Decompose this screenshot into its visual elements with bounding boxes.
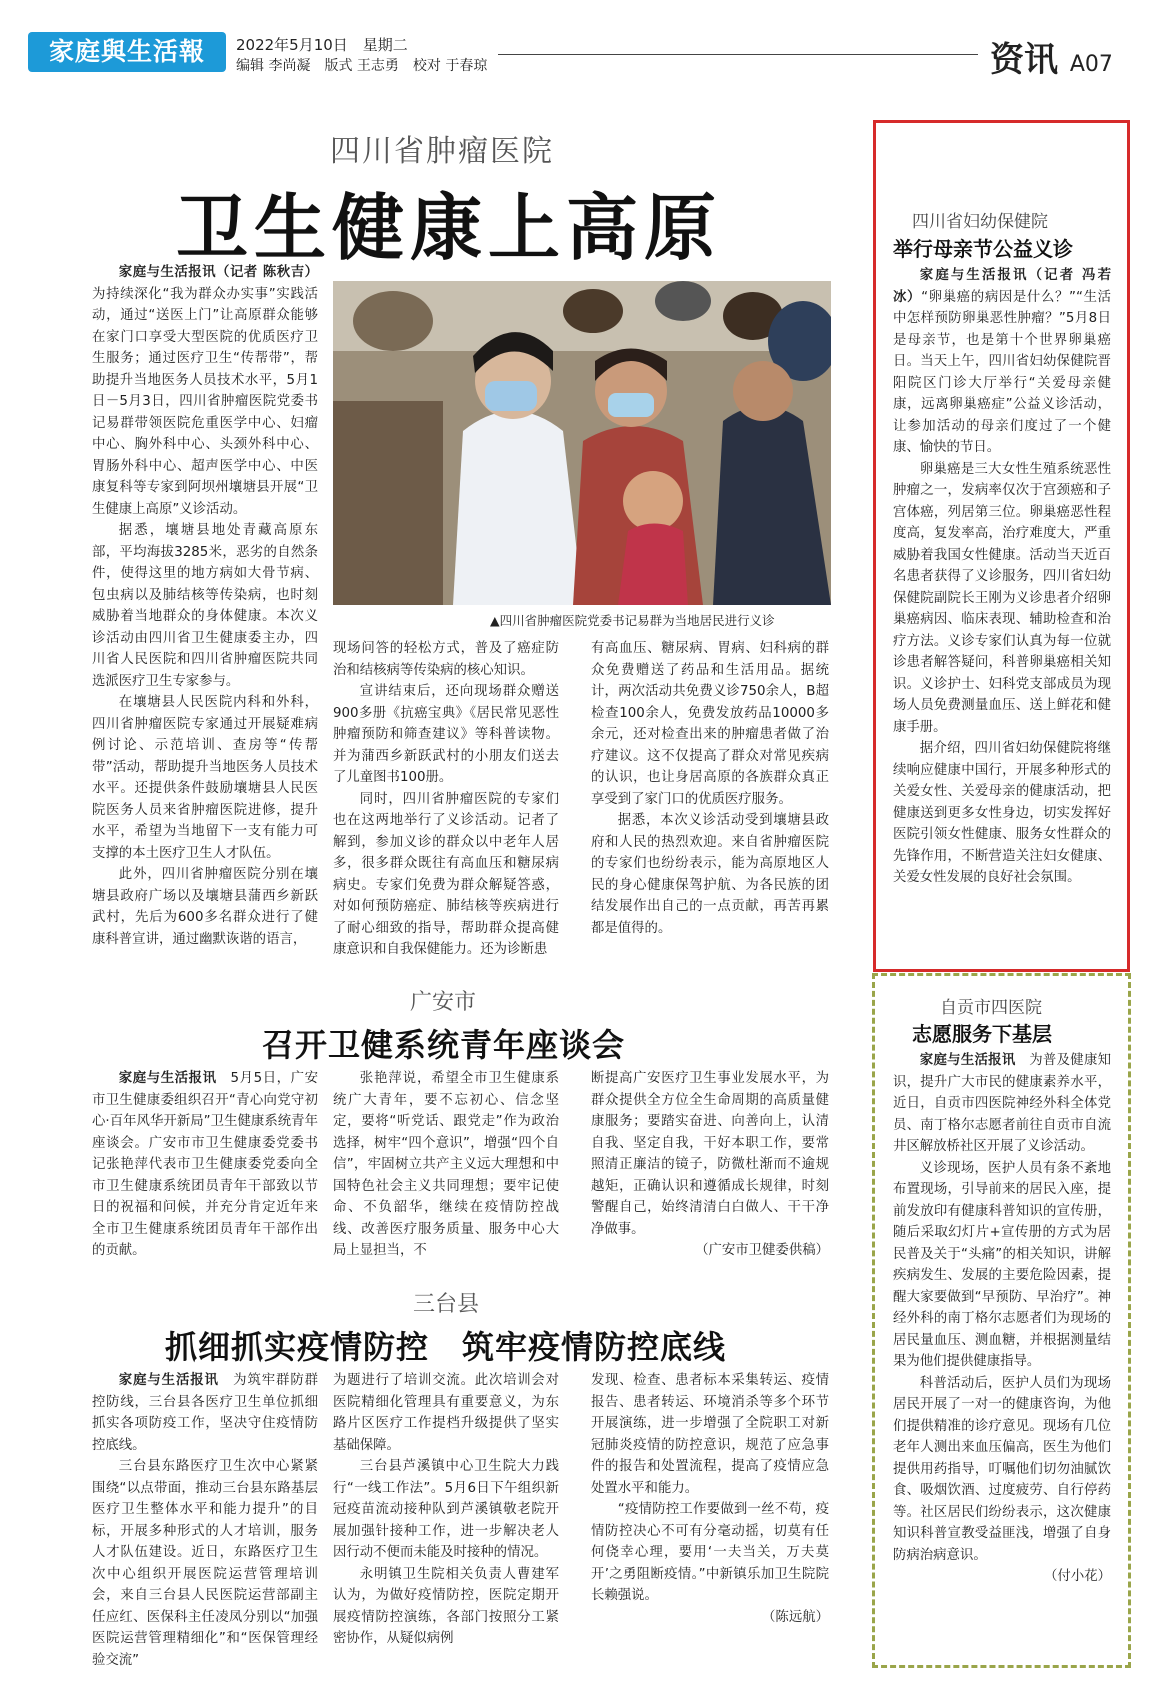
box2-text: 为普及健康知识，提升广大市民的健康素养水平，近日，自贡市四医院神经外科全体党员、南丁格尔志愿者前往自贡市自流井区解放桥社区开展了义诊活动。 — [893, 1053, 1112, 1154]
story3-kicker: 三台县 — [413, 1292, 480, 1317]
story2-paragraph: 张艳萍说，希望全市卫生健康系统广大青年，要不忘初心、信念坚定，要将“听党话、跟党走”作为政治选择，树牢“四个意识”，增强“四个自信”，牢固树立共产主义远大理想和中国特色社会主义共同理想；要牢记使命、不负韶华，继续在疫情防控战线、改善医疗服务质量、服务中心大局上显担当，不 — [333, 1071, 559, 1258]
section-label — [990, 32, 1113, 81]
story3-paragraph — [92, 1370, 318, 1456]
header-rule — [498, 54, 978, 55]
box1-paragraph: 卵巢癌是三大女性生殖系统恶性肿瘤之一，发病率仅次于宫颈癌和子宫体癌，列居第三位。卵巢癌恶性程度高，复发率高，治疗难度大，严重威胁着我国女性健康。活动当天近百名患者获得了义诊服务，四川省妇幼保健院副院长王刚为义诊患者介绍卵巢癌病因、临床表现、辅助检查和治疗方法。义诊专家们认真为每一位就诊患者解答疑问，科普卵巢癌相关知识。义诊护士、妇科党支部成员为现场人员免费测量血压、送上鲜花和健康手册。 — [893, 461, 1111, 735]
box2-credit: （付小花） — [1044, 1569, 1111, 1584]
story1-paragraph: 有高血压、糖尿病、胃病、妇科病的群众免费赠送了药品和生活用品。据统计，两次活动共免费义诊750余人，B超检查100余人，免费发放药品10000多余元，还对检查出来的肿瘤患者做了治疗建议。这不仅提高了群众对常见疾病的认识，也让身居高原的各族群众真正享受到了家门口的优质医疗服务。 — [591, 641, 829, 807]
photo-illustration — [333, 281, 831, 605]
story1-paragraph: 现场问答的轻松方式，普及了癌症防治和结核病等传染病的核心知识。 — [333, 641, 559, 678]
story1-kicker: 四川省肿瘤医院 — [330, 134, 554, 169]
story1-paragraph — [92, 262, 318, 520]
box1-paragraph — [893, 265, 1111, 459]
story1-paragraph: 在壤塘县人民医院内科和外科，四川省肿瘤医院专家通过开展疑难病例讨论、示范培训、查房等“传帮带”活动，帮助提升当地医务人员技术水平。还提供条件鼓励壤塘县人民医院医务人员来省肿瘤医院进修，提升水平，希望为当地留下一支有能力可支撑的本土医疗卫生人才队伍。 — [92, 695, 318, 861]
story3-credit: （陈远航） — [762, 1609, 829, 1625]
story3-paragraph: 为题进行了培训交流。此次培训会对医院精细化管理具有重要意义，为东路片区医疗工作提档升级提供了坚实基础保障。 — [333, 1373, 559, 1453]
story1-headline: 卫生健康上高原 — [176, 185, 723, 270]
story3-paragraph: 永明镇卫生院相关负责人曹建军认为，为做好疫情防控，医院定期开展疫情防控演练，各部门按照分工紧密协作，从疑似病例 — [333, 1566, 559, 1646]
story3-column-2 — [333, 1370, 559, 1650]
story2-headline: 召开卫健系统青年座谈会 — [262, 1026, 626, 1064]
story1-photo — [333, 281, 831, 605]
story3-column-3 — [591, 1370, 829, 1628]
story1-byline: 家庭与生活报讯（记者 陈秋吉） — [118, 265, 318, 280]
story1-text: 为持续深化“我为群众办实事”实践活动，通过“送医上门”让高原群众能够在家门口享受大型医院的优质医疗卫生服务；通过医疗卫生“传帮带”，帮助提升当地医务人员技术水平，5月1日－5月3日，四川省肿瘤医院党委书记易群带领医院危重医学中心、妇瘤中心、胸外科中心、头颈外科中心、胃肠外科中心、超声医学中心、中医康复科等专家到阿坝州壤塘县开展“卫生健康上高原”义诊活动。 — [92, 286, 318, 517]
editorial-staff: 编辑 李尚凝 版式 王志勇 校对 于春琼 — [236, 58, 488, 74]
photo-caption: ▲四川省肿瘤医院党委书记易群为当地居民进行义诊 — [490, 613, 775, 628]
box2-body — [893, 1050, 1111, 1588]
story3-paragraph: “疫情防控工作要做到一丝不苟，疫情防控决心不可有分毫动摇，切莫有任何侥幸心理，要用‘一夫当关，万夫莫开’之勇阻断疫情。”中新镇乐加卫生院院长赖强说。 — [591, 1502, 829, 1603]
story2-paragraph — [92, 1068, 318, 1262]
box2-paragraph — [893, 1050, 1111, 1158]
box2-kicker: 自贡市四医院 — [940, 998, 1042, 1018]
story1-paragraph: 宣讲结束后，还向现场群众赠送900多册《抗癌宝典》《居民常见恶性肿瘤预防和筛查建议》等科普读物。并为蒲西乡新跃武村的小朋友们送去了儿童图书100册。 — [333, 684, 559, 785]
box2-headline: 志愿服务下基层 — [912, 1022, 1052, 1046]
box2-paragraph: 义诊现场，医护人员有条不紊地布置现场，引导前来的居民入座，提前发放印有健康科普知识的宣传册，随后采取幻灯片+宣传册的方式为居民普及关于“头痛”的相关知识，讲解疾病发生、发展的主要危险因素，提醒大家要做到“早预防、早治疗”。神经外科的南丁格尔志愿者们为现场的居民量血压、测血糖，并根据测量结果为他们提供健康指导。 — [893, 1160, 1111, 1369]
masthead-logo: 家庭與生活報 — [28, 32, 226, 72]
story3-text: 为筑牢群防群控防线，三台县各医疗卫生单位抓细抓实各项防疫工作，坚决守住疫情防控底线。 — [92, 1373, 319, 1453]
story3-paragraph: 三台县东路医疗卫生次中心紧紧围绕“以点带面，推动三台县东路基层医疗卫生整体水平和能力提升”的目标，开展多种形式的人才培训，服务人才队伍建设。近日，东路医疗卫生次中心组织开展医院运营管理培训会，来自三台县人民医院运营部副主任应红、医保科主任凌凤分别以“加强医院运营管理精细化”和“医保管理经验交流” — [92, 1459, 318, 1668]
story2-paragraph: 断提高广安医疗卫生事业发展水平，为群众提供全方位全生命周期的高质量健康服务；要踏实奋进、向善向上，认清自我、坚定自我，干好本职工作，要常照清正廉洁的镜子，防微杜渐而不逾规越矩，正确认识和遵循成长规律，时刻警醒自己，始终清清白白做人、干干净净做事。 — [591, 1071, 829, 1237]
box2-paragraph: 科普活动后，医护人员们为现场居民开展了一对一的健康咨询，为他们提供精准的诊疗意见。现场有几位老年人测出来血压偏高，医生为他们提供用药指导，叮嘱他们切勿油腻饮食、吸烟饮酒、过度疲劳、自行停药等。社区居民们纷纷表示，这次健康知识科普宣教受益匪浅，增强了自身防病治病意识。 — [893, 1375, 1111, 1563]
story3-byline: 家庭与生活报讯 — [118, 1373, 219, 1388]
story1-paragraph: 同时，四川省肿瘤医院的专家们也在这两地举行了义诊活动。记者了解到，参加义诊的群众以中老年人居多，很多群众既往有高血压和糖尿病病史。专家们免费为群众解疑答惑，对如何预防癌症、肺结核等疾病进行了耐心细致的指导，帮助群众提高健康意识和自我保健能力。还为诊断患 — [333, 791, 559, 957]
story2-text: 5月5日，广安市卫生健康委组织召开“青心向党守初心·百年风华开新局”卫生健康系统青年座谈会。广安市市卫生健康委党委书记张艳萍代表市卫生健康委党委向全市卫生健康系统团员青年干部致以节日的祝福和问候，并充分肯定近年来全市卫生健康系统团员青年干部作出的贡献。 — [92, 1071, 319, 1258]
story2-credit: （广安市卫健委供稿） — [695, 1243, 829, 1258]
box1-body — [893, 265, 1111, 889]
story2-kicker: 广安市 — [410, 990, 477, 1015]
issue-date: 2022年5月10日 星期二 — [236, 36, 408, 54]
story3-paragraph: 发现、检查、患者标本采集转运、疫情报告、患者转运、环境消杀等多个环节开展演练，进一步增强了全院职工对新冠肺炎疫情的防控意识，规范了应急事件的报告和处置流程，提高了疫情应急处置水平和能力。 — [591, 1373, 829, 1496]
story2-column-2 — [333, 1068, 559, 1262]
story1-paragraph: 据悉，壤塘县地处青藏高原东部，平均海拔3285米，恶劣的自然条件，使得这里的地方病如大骨节病、包虫病以及肺结核等传染病，也时刻威胁着当地群众的身体健康。本次义诊活动由四川省卫生健康委主办，四川省人民医院和四川省肿瘤医院共同选派医疗卫生专家参与。 — [92, 523, 318, 689]
box1-headline: 举行母亲节公益义诊 — [893, 237, 1073, 261]
story2-byline: 家庭与生活报讯 — [118, 1071, 217, 1086]
page-number: A07 — [1069, 52, 1113, 77]
box1-text: “卵巢癌的病因是什么？”“生活中怎样预防卵巢恶性肿瘤？”5月8日是母亲节，也是第十个世界卵巢癌日。当天上午，四川省妇幼保健院晋阳院区门诊大厅举行“关爱母亲健康，远离卵巢癌症”公益义诊活动，让参加活动的母亲们度过了一个健康、愉快的节日。 — [893, 289, 1111, 455]
story2-column-3 — [591, 1068, 829, 1262]
story3-column-1 — [92, 1370, 318, 1671]
story3-paragraph: 三台县芦溪镇中心卫生院大力践行“一线工作法”。5月6日下午组织新冠疫苗流动接种队到芦溪镇敬老院开展加强针接种工作，进一步解决老人因行动不便而未能及时接种的情况。 — [333, 1459, 559, 1560]
box1-byline: 家庭与生活报讯（记者 冯若冰） — [893, 268, 1111, 305]
story1-column-2 — [333, 638, 559, 961]
box1-paragraph: 据介绍，四川省妇幼保健院将继续响应健康中国行，开展多种形式的关爱女性、关爱母亲的健康活动，把健康送到更多女性身边，切实发挥好医院引领女性健康、服务女性群众的先锋作用，不断营造关注妇女健康、关爱女性发展的良好社会氛围。 — [893, 741, 1111, 885]
story1-column-3 — [591, 638, 829, 939]
story1-paragraph: 此外，四川省肿瘤医院分别在壤塘县政府广场以及壤塘县蒲西乡新跃武村，先后为600多名群众进行了健康科普宣讲，通过幽默诙谐的语言， — [92, 867, 318, 947]
section-name: 资讯 — [990, 40, 1058, 80]
story2-column-1 — [92, 1068, 318, 1262]
box1-kicker: 四川省妇幼保健院 — [912, 212, 1048, 232]
story3-headline: 抓细抓实疫情防控 筑牢疫情防控底线 — [165, 1328, 727, 1366]
story1-column-1 — [92, 262, 318, 950]
story1-paragraph: 据悉，本次义诊活动受到壤塘县政府和人民的热烈欢迎。来自省肿瘤医院的专家们也纷纷表示，能为高原地区人民的身心健康保驾护航、为各民族的团结发展作出自己的一点贡献，再苦再累都是值得的。 — [591, 813, 829, 936]
box2-byline: 家庭与生活报讯 — [919, 1053, 1016, 1068]
